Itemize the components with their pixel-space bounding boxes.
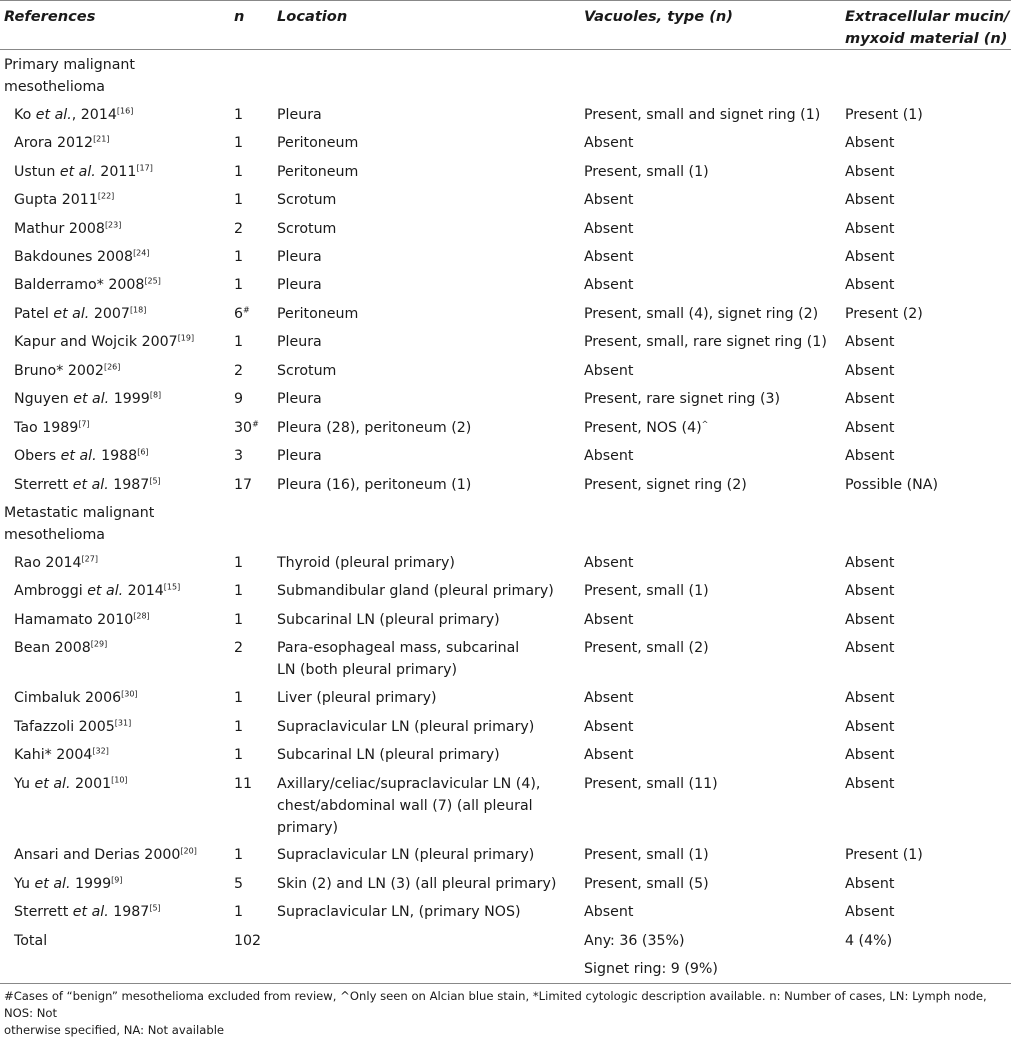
reference-author: Kapur and Wojcik 2007 xyxy=(14,334,178,350)
reference-author: Ansari and Derias 2000 xyxy=(14,847,181,863)
reference-cell xyxy=(14,161,153,183)
reference-citation: [10] xyxy=(111,775,128,785)
reference-author: Bean 2008 xyxy=(14,640,91,656)
vacuoles-cell: Present, small (1) xyxy=(584,164,709,180)
vacuoles-value: Present, NOS (4) xyxy=(584,420,702,436)
reference-year: 1987 xyxy=(108,904,150,920)
reference-citation: [5] xyxy=(149,476,161,486)
reference-cell xyxy=(14,303,146,325)
reference-etal: et al. xyxy=(53,306,90,322)
n-cell: 1 xyxy=(234,904,244,920)
reference-cell xyxy=(14,331,194,353)
reference-author: Hamamato 2010 xyxy=(14,612,134,628)
mucin-cell: Absent xyxy=(845,747,895,763)
n-cell: 1 xyxy=(234,334,244,350)
reference-citation: [22] xyxy=(97,191,115,201)
header-location: Location xyxy=(277,8,348,25)
n-cell xyxy=(234,303,250,325)
reference-cell xyxy=(14,580,180,602)
vacuoles-cell: Present, small (1) xyxy=(584,847,709,863)
reference-citation: [17] xyxy=(136,163,153,173)
reference-year: 2001 xyxy=(70,776,112,792)
n-marker: # xyxy=(243,305,250,315)
n-cell: 1 xyxy=(234,612,244,628)
vacuoles-cell: Absent xyxy=(584,277,634,293)
reference-citation: [8] xyxy=(149,390,162,400)
reference-etal: et al. xyxy=(35,107,72,123)
n-value: 6 xyxy=(234,306,244,322)
reference-cell xyxy=(14,873,122,895)
reference-citation: [27] xyxy=(81,554,98,564)
reference-author: Mathur 2008 xyxy=(14,221,105,237)
reference-year: 1987 xyxy=(108,477,150,493)
reference-author: Gupta 2011 xyxy=(14,192,98,208)
vacuoles-cell: Present, rare signet ring (3) xyxy=(584,391,781,407)
reference-citation: [28] xyxy=(133,611,150,621)
reference-citation: [24] xyxy=(133,248,150,258)
location-cell: Thyroid (pleural primary) xyxy=(277,555,455,571)
footnote xyxy=(4,988,1007,1039)
reference-citation: [31] xyxy=(114,718,132,728)
reference-citation: [19] xyxy=(177,333,195,343)
reference-etal: et al. xyxy=(73,391,110,407)
n-cell: 1 xyxy=(234,277,244,293)
location-cell: Supraclavicular LN (pleural primary) xyxy=(277,719,535,735)
location-cell: Pleura xyxy=(277,249,322,265)
reference-cell xyxy=(14,687,138,709)
vacuoles-cell: Absent xyxy=(584,363,634,379)
reference-citation: [5] xyxy=(149,903,161,913)
n-cell: 1 xyxy=(234,719,244,735)
reference-cell xyxy=(14,417,90,439)
n-cell: 1 xyxy=(234,135,244,151)
reference-author: Patel xyxy=(14,306,54,322)
mucin-cell: Absent xyxy=(845,249,895,265)
location-cell: Supraclavicular LN (pleural primary) xyxy=(277,847,535,863)
location-cell: Subcarinal LN (pleural primary) xyxy=(277,612,500,628)
header-vacuoles: Vacuoles, type (n) xyxy=(584,8,733,25)
reference-cell xyxy=(14,744,109,766)
header-mucin: Extracellular mucin/ myxoid material (n) xyxy=(845,8,1010,47)
n-cell xyxy=(234,417,259,439)
location-cell: Pleura xyxy=(277,277,322,293)
reference-cell xyxy=(14,189,114,211)
n-cell: 11 xyxy=(234,776,253,792)
reference-year: 1988 xyxy=(96,448,138,464)
mucin-cell: Present (1) xyxy=(845,847,923,863)
reference-citation: [18] xyxy=(129,305,147,315)
mucin-cell: Absent xyxy=(845,420,895,436)
reference-citation: [9] xyxy=(111,875,123,885)
header-references: References xyxy=(4,8,96,25)
vacuoles-cell: Present, signet ring (2) xyxy=(584,477,747,493)
reference-author: Tao 1989 xyxy=(14,420,79,436)
n-cell: 1 xyxy=(234,555,244,571)
reference-author: Tafazzoli 2005 xyxy=(14,719,115,735)
location-cell: Peritoneum xyxy=(277,306,359,322)
reference-etal: et al. xyxy=(72,477,109,493)
location-cell: Pleura xyxy=(277,391,322,407)
vacuoles-cell: Absent xyxy=(584,719,634,735)
section-metastatic: Metastatic malignant mesothelioma xyxy=(4,505,155,543)
location-cell: primary) xyxy=(277,820,339,836)
location-cell: LN (both pleural primary) xyxy=(277,662,458,678)
vacuoles-cell: Absent xyxy=(584,135,634,151)
mucin-cell: Absent xyxy=(845,164,895,180)
mucin-cell: Absent xyxy=(845,363,895,379)
reference-etal: et al. xyxy=(60,448,97,464)
reference-author: Bruno* 2002 xyxy=(14,363,104,379)
n-value: 30 xyxy=(234,420,253,436)
location-cell: Peritoneum xyxy=(277,164,359,180)
vacuoles-cell: Absent xyxy=(584,904,634,920)
vacuoles-cell: Present, small and signet ring (1) xyxy=(584,107,821,123)
location-cell: Pleura (16), peritoneum (1) xyxy=(277,477,472,493)
reference-etal: et al. xyxy=(59,164,96,180)
reference-author: Ko xyxy=(14,107,36,123)
reference-cell xyxy=(14,445,149,467)
reference-author: Yu xyxy=(14,876,35,892)
vacuoles-cell: Absent xyxy=(584,192,634,208)
vacuoles-cell: Absent xyxy=(584,555,634,571)
mucin-cell: Absent xyxy=(845,334,895,350)
mucin-cell: Present (2) xyxy=(845,306,923,322)
total-label: Total xyxy=(14,933,48,949)
n-marker: # xyxy=(252,419,259,429)
n-cell: 5 xyxy=(234,876,244,892)
reference-year: 1999 xyxy=(70,876,112,892)
n-cell: 1 xyxy=(234,583,244,599)
table-header xyxy=(0,0,1011,50)
location-cell: Peritoneum xyxy=(277,135,359,151)
reference-cell xyxy=(14,637,107,659)
reference-etal: et al. xyxy=(72,904,109,920)
location-cell: Pleura xyxy=(277,107,322,123)
reference-year: 2014 xyxy=(123,583,164,599)
reference-author: Ambroggi xyxy=(14,583,88,599)
reference-cell xyxy=(14,901,161,923)
mucin-cell: Present (1) xyxy=(845,107,923,123)
n-cell: 1 xyxy=(234,249,244,265)
reference-cell xyxy=(14,773,128,795)
reference-cell xyxy=(14,274,161,296)
reference-etal: et al. xyxy=(34,876,71,892)
location-cell: Liver (pleural primary) xyxy=(277,690,437,706)
reference-author: Nguyen xyxy=(14,391,74,407)
reference-author: Yu xyxy=(14,776,35,792)
reference-citation: [26] xyxy=(103,362,121,372)
mucin-cell: Absent xyxy=(845,277,895,293)
mucin-cell: Possible (NA) xyxy=(845,477,939,493)
location-cell: Pleura (28), peritoneum (2) xyxy=(277,420,472,436)
location-cell: Skin (2) and LN (3) (all pleural primary) xyxy=(277,876,557,892)
reference-year: , 2014 xyxy=(71,107,117,123)
vacuoles-cell: Absent xyxy=(584,690,634,706)
vacuoles-cell: Present, small (11) xyxy=(584,776,718,792)
reference-citation: [23] xyxy=(104,220,122,230)
mucin-cell: Absent xyxy=(845,583,895,599)
mucin-cell: Absent xyxy=(845,391,895,407)
n-cell: 2 xyxy=(234,363,244,379)
reference-citation: [32] xyxy=(92,746,109,756)
mucin-cell: Absent xyxy=(845,776,895,792)
reference-cell xyxy=(14,246,149,268)
location-cell: Axillary/celiac/supraclavicular LN (4), xyxy=(277,776,541,792)
reference-author: Sterrett xyxy=(14,904,73,920)
reference-year: 2007 xyxy=(89,306,130,322)
reference-year: 2011 xyxy=(95,164,137,180)
reference-cell xyxy=(14,360,120,382)
reference-author: Rao 2014 xyxy=(14,555,82,571)
reference-cell xyxy=(14,609,150,631)
footnote-line-2: otherwise specified, NA: Not available xyxy=(4,1023,225,1037)
vacuoles-cell: Present, small (2) xyxy=(584,640,709,656)
reference-cell xyxy=(14,218,121,240)
reference-author: Kahi* 2004 xyxy=(14,747,93,763)
mucin-cell: Absent xyxy=(845,719,895,735)
mucin-cell: Absent xyxy=(845,876,895,892)
reference-citation: [16] xyxy=(116,106,134,116)
mucin-cell: Absent xyxy=(845,192,895,208)
reference-author: Sterrett xyxy=(14,477,73,493)
reference-author: Cimbaluk 2006 xyxy=(14,690,122,706)
location-cell: chest/abdominal wall (7) (all pleural xyxy=(277,798,533,814)
n-cell: 1 xyxy=(234,107,244,123)
reference-citation: [15] xyxy=(163,582,181,592)
reference-cell xyxy=(14,716,131,738)
mucin-cell: Absent xyxy=(845,135,895,151)
reference-author: Bakdounes 2008 xyxy=(14,249,134,265)
n-cell: 1 xyxy=(234,847,244,863)
reference-citation: [7] xyxy=(78,419,90,429)
total-n: 102 xyxy=(234,933,262,949)
section-primary: Primary malignant mesothelioma xyxy=(4,57,135,95)
vacuoles-cell: Present, small (4), signet ring (2) xyxy=(584,306,819,322)
mucin-cell: Absent xyxy=(845,555,895,571)
mucin-cell: Absent xyxy=(845,640,895,656)
mucin-cell: Absent xyxy=(845,448,895,464)
location-cell: Supraclavicular LN, (primary NOS) xyxy=(277,904,521,920)
reference-citation: [6] xyxy=(137,447,149,457)
vacuoles-cell: Present, small (1) xyxy=(584,583,709,599)
reference-cell xyxy=(14,552,98,574)
reference-cell xyxy=(14,474,161,496)
header-n: n xyxy=(234,8,245,25)
n-cell: 2 xyxy=(234,640,244,656)
vacuoles-cell: Absent xyxy=(584,249,634,265)
reference-author: Obers xyxy=(14,448,61,464)
location-cell: Pleura xyxy=(277,448,322,464)
location-cell: Scrotum xyxy=(277,192,337,208)
vacuoles-marker: ^ xyxy=(701,419,709,429)
mucin-cell: Absent xyxy=(845,612,895,628)
n-cell: 1 xyxy=(234,690,244,706)
total-vacuoles: Signet ring: 9 (9%) xyxy=(584,961,718,977)
reference-citation: [20] xyxy=(180,846,197,856)
reference-year: 1999 xyxy=(109,391,150,407)
reference-cell xyxy=(14,844,197,866)
n-cell: 1 xyxy=(234,164,244,180)
reference-etal: et al. xyxy=(87,583,124,599)
mucin-cell: Absent xyxy=(845,221,895,237)
location-cell: Pleura xyxy=(277,334,322,350)
total-mucin: 4 (4%) xyxy=(845,933,893,949)
vacuoles-cell: Absent xyxy=(584,747,634,763)
n-cell: 1 xyxy=(234,747,244,763)
location-cell: Subcarinal LN (pleural primary) xyxy=(277,747,500,763)
reference-author: Ustun xyxy=(14,164,60,180)
footnote-line-1: #Cases of “benign” mesothelioma excluded from review, ^Only seen on Alcian blue stain, *Limited cytologic description available. n: Number of cases, LN: Lymph node, NOS: Not xyxy=(4,989,987,1020)
vacuoles-cell: Present, small (5) xyxy=(584,876,709,892)
reference-citation: [25] xyxy=(144,276,161,286)
reference-author: Arora 2012 xyxy=(14,135,94,151)
location-cell: Scrotum xyxy=(277,221,337,237)
reference-etal: et al. xyxy=(34,776,71,792)
location-cell: Scrotum xyxy=(277,363,337,379)
reference-citation: [30] xyxy=(121,689,138,699)
location-cell: Submandibular gland (pleural primary) xyxy=(277,583,554,599)
n-cell: 2 xyxy=(234,221,244,237)
reference-author: Balderramo* 2008 xyxy=(14,277,145,293)
reference-cell xyxy=(14,104,133,126)
reference-citation: [21] xyxy=(93,134,110,144)
total-vacuoles: Any: 36 (35%) xyxy=(584,933,685,949)
reference-citation: [29] xyxy=(90,639,108,649)
vacuoles-cell: Absent xyxy=(584,448,634,464)
vacuoles-cell: Absent xyxy=(584,612,634,628)
vacuoles-cell xyxy=(584,417,708,439)
vacuoles-cell: Present, small, rare signet ring (1) xyxy=(584,334,827,350)
n-cell: 3 xyxy=(234,448,244,464)
location-cell: Para-esophageal mass, subcarinal xyxy=(277,640,520,656)
n-cell: 1 xyxy=(234,192,244,208)
n-cell: 9 xyxy=(234,391,244,407)
n-cell: 17 xyxy=(234,477,253,493)
vacuoles-cell: Absent xyxy=(584,221,634,237)
table-bottom-rule xyxy=(0,983,1011,984)
reference-cell xyxy=(14,132,109,154)
mucin-cell: Absent xyxy=(845,690,895,706)
mucin-cell: Absent xyxy=(845,904,895,920)
reference-cell xyxy=(14,388,161,410)
